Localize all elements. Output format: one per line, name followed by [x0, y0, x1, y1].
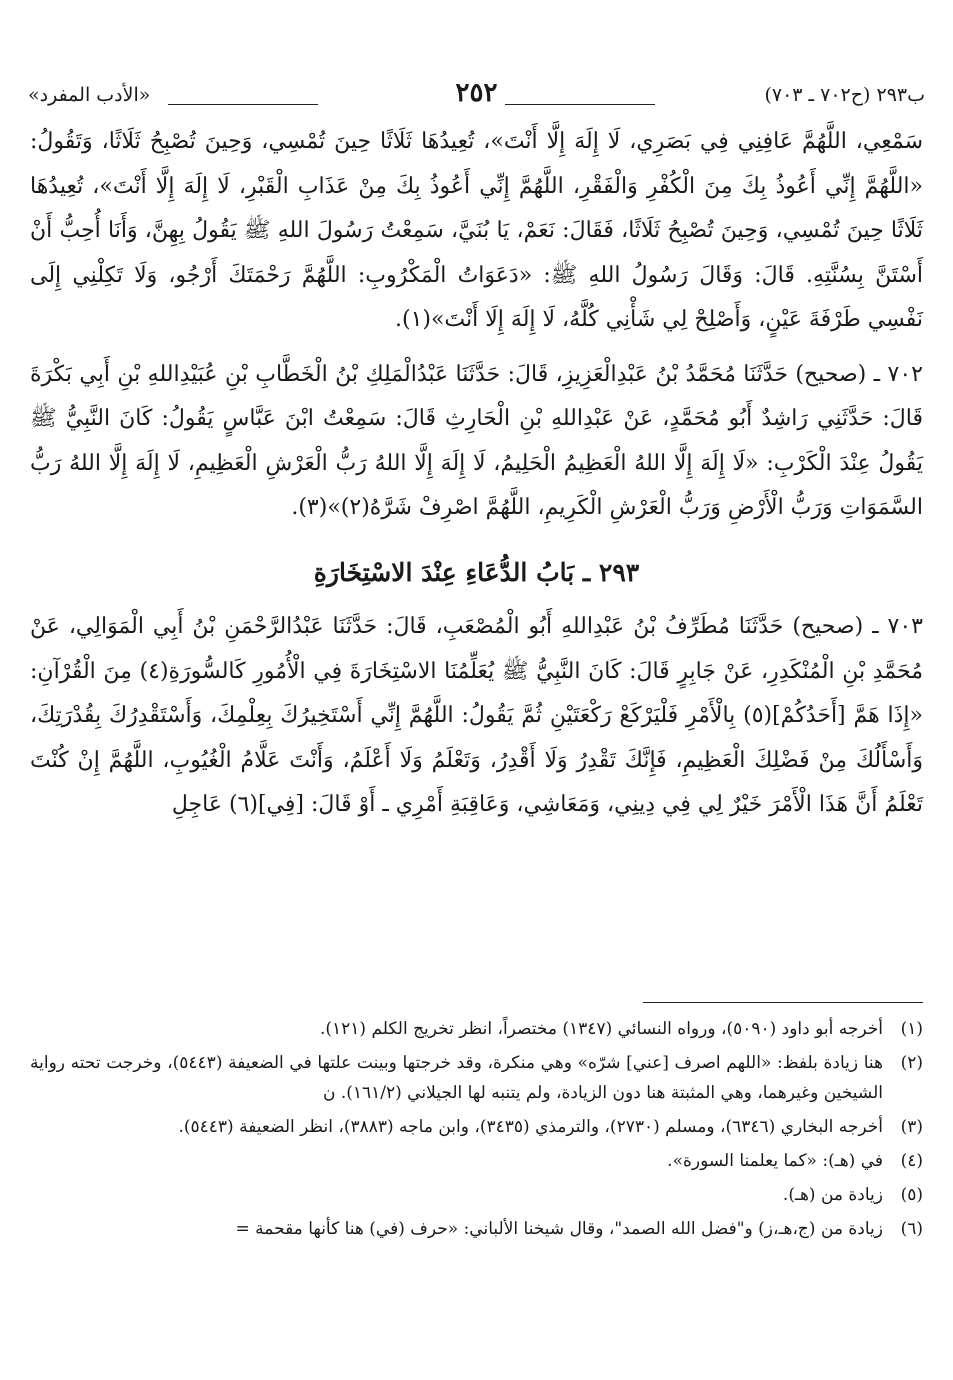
paragraph-hadith-702: ٧٠٢ ـ (صحيح) حَدَّثَنَا مُحَمَّدُ بْنُ عَبْدِالْعَزِيزِ، قَالَ: حَدَّثَنَا عَبْدُالْمَلِكِ بْنُ الْخَطَّابِ بْنِ عُبَيْدِاللهِ بْنِ أَبِي بَكْرَةَ قَالَ: حَدَّثَنِي رَاشِدٌ أَبُو مُحَمَّدٍ، عَنْ عَبْدِاللهِ بْنِ الْحَارِثِ قَالَ: سَمِعْتُ ابْنَ عَبَّاسٍ يَقُولُ: كَانَ النَّبِيُّ ﷺ يَقُولُ عِنْدَ الْكَرْبِ: «لَا إِلَهَ إِلَّا اللهُ الْعَظِيمُ الْحَلِيمُ، لَا إِلَهَ إِلَّا اللهُ رَبُّ الْعَرْشِ الْعَظِيمِ، لَا إِلَهَ إِلَّا اللهُ رَبُّ السَّمَوَاتِ وَرَبُّ الْأَرْضِ وَرَبُّ الْعَرْشِ الْكَرِيمِ، اللَّهُمَّ اصْرِفْ شَرَّهُ(٢)»(٣). [30, 361, 923, 520]
chapter-heading: ٢٩٣ ـ بَابُ الدُّعَاءِ عِنْدَ الاسْتِخَارَةِ [313, 557, 640, 587]
footnote-number: (١) [900, 1019, 923, 1039]
footnote-item [30, 1112, 923, 1142]
footnote-divider [643, 1002, 923, 1003]
footnote-item [30, 1180, 923, 1210]
footnote-item [30, 1048, 923, 1108]
footnote-item [30, 1014, 923, 1044]
footnote-text: أخرجه أبو داود (٥٠٩٠)، ورواه النسائي (١٣٤٧) مختصراً، انظر تخريج الكلم (١٢١). [319, 1019, 883, 1039]
footnote-text: أخرجه البخاري (٦٣٤٦)، ومسلم (٢٧٣٠)، والترمذي (٣٤٣٥)، وابن ماجه (٣٨٨٣)، انظر الضعيفة (٥٤٤٣). [178, 1117, 883, 1137]
footnotes [30, 1014, 923, 1248]
paragraph-hadith-703: ٧٠٣ ـ (صحيح) حَدَّثَنَا مُطَرِّفُ بْنُ عَبْدِاللهِ أَبُو الْمُصْعَبِ، قَالَ: حَدَّثَنَا عَبْدُالرَّحْمَنِ بْنُ أَبِي الْمَوَالِي، عَنْ مُحَمَّدِ بْنِ الْمُنْكَدِرِ، عَنْ جَابِرٍ قَالَ: كَانَ النَّبِيُّ ﷺ يُعَلِّمُنَا الاسْتِخَارَةَ فِي الْأُمُورِ كَالسُّورَةِ(٤) مِنَ الْقُرْآنِ: «إِذَا هَمَّ [أَحَدُكُمْ](٥) بِالْأَمْرِ فَلْيَرْكَعْ رَكْعَتَيْنِ ثُمَّ يَقُولُ: اللَّهُمَّ إِنِّي أَسْتَخِيرُكَ بِعِلْمِكَ، وَأَسْتَقْدِرُكَ بِقُدْرَتِكَ، وَأَسْأَلُكَ مِنْ فَضْلِكَ الْعَظِيمِ، فَإِنَّكَ تَقْدِرُ وَلَا أَقْدِرُ، وَتَعْلَمُ وَلَا أَعْلَمُ، وَأَنْتَ عَلَّامُ الْغُيُوبِ، اللَّهُمَّ إِنْ كُنْتَ تَعْلَمُ أَنَّ هَذَا الْأَمْرَ خَيْرٌ لِي فِي دِينِي، وَمَعَاشِي، وَعَاقِبَةِ أَمْرِي ـ أَوْ قَالَ: [فِي](٦) عَاجِلِ [30, 614, 923, 817]
footnote-item [30, 1214, 923, 1244]
footnote-text: في (هـ): «كما يعلمنا السورة». [667, 1151, 883, 1171]
header-rule-right [505, 104, 655, 105]
running-header [28, 80, 925, 120]
footnote-item [30, 1146, 923, 1176]
footnote-number: (٣) [900, 1117, 923, 1137]
header-rule-left [168, 104, 318, 105]
footnote-number: (٢) [900, 1053, 923, 1073]
book-title: «الأدب المفرد» [28, 84, 151, 106]
page-number: ٢٥٢ [455, 78, 498, 108]
footnote-text: هنا زيادة بلفظ: «اللهم اصرف [عني] شرّه» وهي منكرة، وقد خرجتها وبينت علتها في الضعيفة (٥٤٤٣)، وخرجت تحته رواية الشيخين وغيرهما، وهي المثبتة هنا دون الزيادة، ولم يتنبه لها الجيلاني (١٦١/٢). ن [30, 1053, 883, 1103]
section-reference: ب٢٩٣ (ح٧٠٢ ـ ٧٠٣) [764, 84, 925, 106]
paragraph-hadith-701-end: سَمْعِي، اللَّهُمَّ عَافِنِي فِي بَصَرِي، لَا إِلَهَ إِلَّا أَنْتَ»، تُعِيدُهَا ثَلَاثًا حِينَ تُمْسِي، وَحِينَ تُصْبِحُ ثَلَاثًا، وَتَقُولُ: «اللَّهُمَّ إِنِّي أَعُوذُ بِكَ مِنَ الْكُفْرِ وَالْفَقْرِ، اللَّهُمَّ إِنِّي أَعُوذُ بِكَ مِنْ عَذَابِ الْقَبْرِ، لَا إِلَهَ إِلَّا أَنْتَ»، تُعِيدُهَا ثَلَاثًا حِينَ تُمْسِي، وَحِينَ تُصْبِحُ ثَلَاثًا، فَقَالَ: نَعَمْ، يَا بُنَيَّ، سَمِعْتُ رَسُولَ اللهِ ﷺ يَقُولُ بِهِنَّ، وَأَنَا أُحِبُّ أَنْ أَسْتَنَّ بِسُنَّتِهِ. قَالَ: وَقَالَ رَسُولُ اللهِ ﷺ: «دَعَوَاتُ الْمَكْرُوبِ: اللَّهُمَّ رَحْمَتَكَ أَرْجُو، وَلَا تَكِلْنِي إِلَى نَفْسِي طَرْفَةَ عَيْنٍ، وَأَصْلِحْ لِي شَأْنِي كُلَّهُ، لَا إِلَهَ إِلَا أَنْتَ»(١). [30, 129, 923, 332]
footnote-number: (٦) [900, 1219, 923, 1239]
main-text [30, 120, 923, 828]
footnote-number: (٤) [900, 1151, 923, 1171]
footnote-text: زيادة من (هـ). [782, 1185, 883, 1205]
footnote-text: زيادة من (ج،هـ،ز) و"فضل الله الصمد"، وقال شيخنا الألباني: «حرف (في) هنا كأنها مقحمة = [235, 1219, 883, 1239]
footnote-number: (٥) [900, 1185, 923, 1205]
